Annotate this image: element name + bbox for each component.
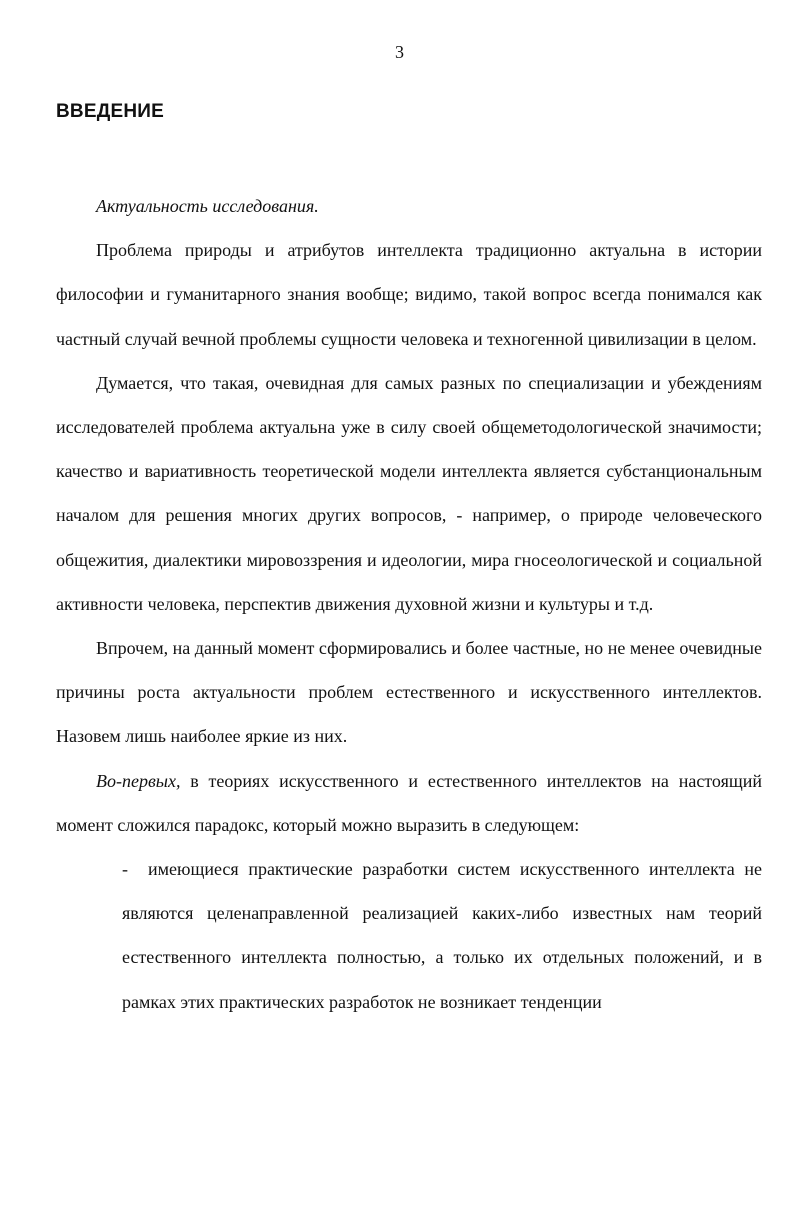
paragraph-3: Впрочем, на данный момент сформировались и более частные, но не менее очевидные причины роста актуальности проблем естественного и искусственного интеллектов. Назовем лишь наиболее яркие из них. (56, 638, 762, 747)
body-text (56, 184, 762, 1024)
subheading: Актуальность исследования. (96, 196, 319, 216)
bullet-list (56, 847, 762, 1024)
first-point-lead: Во-первых, (96, 770, 181, 791)
first-point-text: в теориях искусственного и естественного интеллектов на настоящий момент сложился парадокс, который можно выразить в следующем: (56, 770, 762, 835)
list-item-text: имеющиеся практические разработки систем искусственного интеллекта не являются целенаправленной реализацией каких-либо известных нам теорий естественного интеллекта полностью, а только их отдельных положений, и в рамках этих практических разработок не возникает тенденции (122, 859, 762, 1012)
paragraph-1: Проблема природы и атрибутов интеллекта традиционно актуальна в истории философии и гуманитарного знания вообще; видимо, такой вопрос всегда понимался как частный случай вечной проблемы сущности человека и техногенной цивилизации в целом. (56, 240, 762, 349)
paragraph-2: Думается, что такая, очевидная для самых разных по специализации и убеждениям исследователей проблема актуальна уже в силу своей общеметодологической значимости; качество и вариативность теоретической модели интеллекта является субстанциональным началом для решения многих других вопросов, - например, о природе человеческого общежития, диалектики мировоззрения и идеологии, мира гносеологической и социальной активности человека, перспектив движения духовной жизни и культуры и т.д. (56, 372, 762, 614)
section-heading: ВВЕДЕНИЕ (56, 101, 164, 122)
list-item (56, 847, 762, 1024)
paragraph-4 (56, 759, 762, 847)
list-marker: - (122, 859, 128, 880)
page-number: 3 (395, 42, 404, 62)
